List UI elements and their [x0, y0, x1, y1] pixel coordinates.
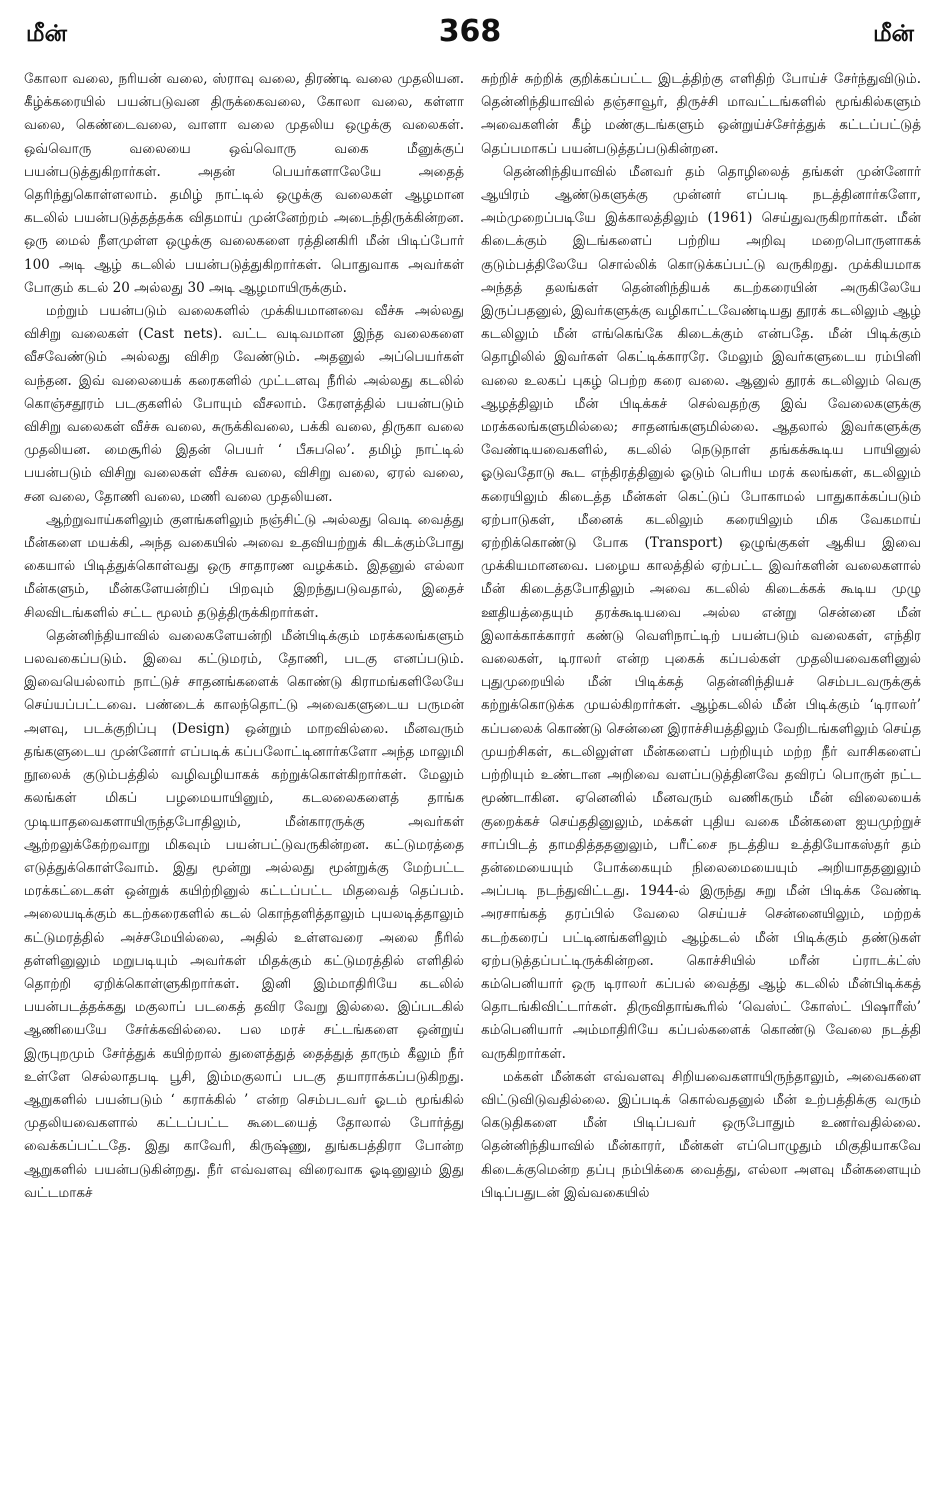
- page-header: [26, 14, 914, 54]
- paragraph: தென்னிந்தியாவில் வலைகளேயன்றி மீன்பிடிக்கும் மரக்கலங்களும் பலவகைப்படும். இவை கட்டுமரம், தோணி, படகு எனப்படும். இவையெல்லாம் நாட்டுச் சாதனங்களைக் கொண்டு கிராமங்களிலேயே செய்யப்பட்டவை. பண்டைக் காலந்தொட்டு அவைகளுடைய பருமன் அளவு, படக்குறிப்பு (Design) ஒன்றும் மாறவில்லை. மீனவரும் தங்களுடைய முன்னோர் எப்படிக் கப்பலோட்டினார்களோ அந்த மாலுமி நூலைக் குடும்பத்தில் வழிவழியாகக் கற்றுக்கொள்கிறார்கள். மேலும் கலங்கள் மிகப் பழமையாயினும், கடலலைகளைத் தாங்க முடியாதவைகளாயிருந்தபோதிலும், மீன்காரருக்கு அவர்கள் ஆற்றலுக்கேற்றவாறு மிகவும் பயன்பட்டுவருகின்றன. கட்டுமரத்தை எடுத்துக்கொள்வோம். இது மூன்று அல்லது மூன்றுக்கு மேற்பட்ட மரக்கட்டைகள் ஒன்றுக் கயிற்றினுல் கட்டப்பட்ட மிதவைத் தெப்பம். அலையடிக்கும் கடற்கரைகளில் கடல் கொந்தளித்தாலும் புயலடித்தாலும் கட்டுமரத்தில் அச்சமேயில்லை, அதில் உள்ளவரை அலை நீரில் தள்ளினுலும் மறுபடியும் அவர்கள் மிதக்கும் கட்டுமரத்தில் எளிதில் தொற்றி ஏறிக்கொள்ளுகிறார்கள். இனி இம்மாதிரியே கடலில் பயன்படத்தக்கது மகுலாப் படகைத் தவிர வேறு இல்லை. இப்படகில் ஆணியையே சேர்க்கவில்லை. பல மரச் சட்டங்களை ஒன்றுய் இருபுறமும் சேர்த்துக் கயிற்றால் துளைத்துத் தைத்துத் தாரும் கீலும் நீர் உள்ளே செல்லாதபடி பூசி, இம்மகுலாப் படகு தயாராக்கப்படுகிறது. ஆறுகளில் பயன்படும் ‘ கராக்கில் ’ என்ற செம்படவர் ஓடம் மூங்கில் முதலியவைகளால் கட்டப்பட்ட கூடையைத் தோலால் போர்த்து வைக்கப்பட்டதே. இது காவேரி, கிருஷ்ணு, துங்கபத்திரா போன்ற ஆறுகளில் பயன்படுகின்றது. நீர் எவ்வளவு விரைவாக ஓடினுலும் இது வட்டமாகச்: [24, 627, 464, 1201]
- running-head-left: மீன்: [26, 20, 67, 47]
- right-column: [481, 68, 921, 1488]
- paragraph: ஆற்றுவாய்களிலும் குளங்களிலும் நஞ்சிட்டு அல்லது வெடி வைத்து மீன்களை மயக்கி, அந்த வகையில் அவை உதவியற்றுக் கிடக்கும்போது கையால் பிடித்துக்கொள்வது ஒரு சாதாரண வழக்கம். இதனுல் எல்லா மீன்களும், மீன்களேயன்றிப் பிறவும் இறந்துபடுவதால், இதைச் சிலவிடங்களில் சட்ட மூலம் தடுத்திருக்கிறார்கள்.: [24, 511, 464, 621]
- paragraph: மக்கள் மீன்கள் எவ்வளவு சிறியவைகளாயிருந்தாலும், அவைகளை விட்டுவிடுவதில்லை. இப்படிக் கொல்வதனுல் மீன் உற்பத்திக்கு வரும் கெடுதிகளை மீன் பிடிப்பவர் ஒருபோதும் உணர்வதில்லை. தென்னிந்தியாவில் மீன்காரர், மீன்கள் எப்பொழுதும் மிகுதியாகவே கிடைக்குமென்ற தப்பு நம்பிக்கை வைத்து, எல்லா அளவு மீன்களையும் பிடிப்பதுடன் இவ்வகையில்: [481, 1068, 921, 1201]
- paragraph: மற்றும் பயன்படும் வலைகளில் முக்கியமானவை வீச்சு அல்லது விசிறு வலைகள் (Cast nets). வட்ட வடிவமான இந்த வலைகளை வீசவேண்டும் அல்லது விசிற வேண்டும். அதனுல் அப்பெயர்கள் வந்தன. இவ் வலையைக் கரைகளில் முட்டளவு நீரில் அல்லது கடலில் கொஞ்சதூரம் படகுகளில் போயும் வீசலாம். கேரளத்தில் பயன்படும் விசிறு வலைகள் வீச்சு வலை, சுருக்கிவலை, பக்கி வலை, திருகா வலை முதலியன. மைசூரில் இதன் பெயர் ‘ பீசுபலெ’. தமிழ் நாட்டில் பயன்படும் விசிறு வலைகள் வீச்சு வலை, விசிறு வலை, ஏரல் வலை, சன வலை, தோணி வலை, மணி வலை முதலியன.: [24, 303, 464, 505]
- paragraph: சுற்றிச் சுற்றிக் குறிக்கப்பட்ட இடத்திற்கு எளிதிற் போய்ச் சேர்ந்துவிடும். தென்னிந்தியாவில் தஞ்சாவூர், திருச்சி மாவட்டங்களில் மூங்கில்களும் அவைகளின் கீழ் மண்குடங்களும் ஒன்றுய்ச்சேர்த்துக் கட்டப்பட்டுத் தெப்பமாகப் பயன்படுத்தப்படுகின்றன.: [481, 71, 921, 157]
- running-head-right: மீன்: [873, 20, 914, 47]
- page-number: 368: [438, 14, 502, 49]
- paragraph: தென்னிந்தியாவில் மீனவர் தம் தொழிலைத் தங்கள் முன்னோர் ஆயிரம் ஆண்டுகளுக்கு முன்னர் எப்படி நடத்தினார்களோ, அம்முறைப்படியே இக்காலத்திலும் (1961) செய்துவருகிறார்கள். மீன் கிடைக்கும் இடங்களைப் பற்றிய அறிவு மறைபொருளாகக் குடும்பத்திலேயே சொல்லிக் கொடுக்கப்பட்டு வருகிறது. முக்கியமாக அந்தத் தலங்கள் தென்னிந்தியக் கடற்கரையின் அருகிலேயே இருப்பதனுல், இவர்களுக்கு வழிகாட்டவேண்டியது தூரக் கடலிலும் ஆழ் கடலிலும் மீன் எங்கெங்கே கிடைக்கும் என்பதே. மீன் பிடிக்கும் தொழிலில் இவர்கள் கெட்டிக்காரரே. மேலும் இவர்களுடைய ரம்பினி வலை உலகப் புகழ் பெற்ற கரை வலை. ஆனுல் தூரக் கடலிலும் வெகு ஆழத்திலும் மீன் பிடிக்கச் செல்வதற்கு இவ் வேலைகளுக்கு மரக்கலங்களுமில்லை; சாதனங்களுமில்லை. ஆதலால் இவர்களுக்கு வேண்டியவைகளில், கடலில் நெடுநாள் தங்கக்கூடிய பாயினுல் ஓடுவதோடு கூட எந்திரத்தினுல் ஓடும் பெரிய மரக் கலங்கள், கடலிலும் கரையிலும் கிடைத்த மீன்கள் கெட்டுப் போகாமல் பாதுகாக்கப்படும் ஏற்பாடுகள், மீனைக் கடலிலும் கரையிலும் மிக வேகமாய் ஏற்றிக்கொண்டு போக (Transport) ஒழுங்குகள் ஆகிய இவை முக்கியமானவை. பழைய காலத்தில் ஏற்பட்ட இவர்களின் வலைகளால் மீன் கிடைத்தபோதிலும் அவை கடலில் கிடைக்கக் கூடிய முழு ஊதியத்தையும் தரக்கூடியவை அல்ல என்று சென்னை மீன் இலாக்காக்காரர் கண்டு வெளிநாட்டிற் பயன்படும் வலைகள், எந்திர வலைகள், டிராலர் என்ற புகைக் கப்பல்கள் முதலியவைகளினுல் புதுமுறையில் மீன் பிடிக்கத் தென்னிந்தியச் செம்படவருக்குக் கற்றுக்கொடுக்க முயல்கிறார்கள். ஆழ்கடலில் மீன் பிடிக்கும் ‘டிராலர்’ கப்பலைக் கொண்டு சென்னை இராச்சியத்திலும் வேறிடங்களிலும் செய்த முயற்சிகள், கடலிலுள்ள மீன்களைப் பற்றியும் மற்ற நீர் வாசிகளைப் பற்றியும் உண்டான அறிவை வளப்படுத்தினவே தவிரப் பொருள் நட்ட மூண்டாகின. ஏனெனில் மீனவரும் வணிகரும் மீன் விலையைக் குறைக்கச் செய்ததினுலும், மக்கள் புதிய வகை மீன்களை ஐயமுற்றுச் சாப்பிடத் தாமதித்ததனுலும், பரீட்சை நடத்திய உத்தியோகஸ்தர் தம் தன்மையையும் போக்கையும் நிலைமையையும் அறியாததனுலும் அப்படி நடந்துவிட்டது. 1944-ல் இருந்து சுறு மீன் பிடிக்க வேண்டி அரசாங்கத் தரப்பில் வேலை செய்யச் சென்னையிலும், மற்றக் கடற்கரைப் பட்டினங்களிலும் ஆழ்கடல் மீன் பிடிக்கும் தண்டுகள் ஏற்படுத்தப்பட்டிருக்கின்றன. கொச்சியில் மரீன் ப்ராடக்ட்ஸ் கம்பெனியார் ஒரு டிராலர் கப்பல் வைத்து ஆழ் கடலில் மீன்பிடிக்கத் தொடங்கிவிட்டார்கள். திருவிதாங்கூரில் ‘வெஸ்ட் கோஸ்ட் பிஷாரீஸ்’ கம்பெனியார் அம்மாதிரியே கப்பல்களைக் கொண்டு வேலை நடத்தி வருகிறார்கள்.: [481, 163, 921, 1062]
- paragraph: கோலா வலை, நரியன் வலை, ஸ்ராவு வலை, திரண்டி வலை முதலியன. கீழ்க்கரையில் பயன்படுவன திருக்கைவலை, கோலா வலை, கள்ளா வலை, கெண்டைவலை, வாளா வலை முதலிய ஒழுக்கு வலைகள். ஒவ்வொரு வலையை ஒவ்வொரு வகை மீனுக்குப் பயன்படுத்துகிறார்கள். அதன் பெயர்களாலேயே அதைத் தெரிந்துகொள்ளலாம். தமிழ் நாட்டில் ஒழுக்கு வலைகள் ஆழமான கடலில் பயன்படுத்தத்தக்க விதமாய் முன்னேற்றம் அடைந்திருக்கின்றன. ஒரு மைல் நீளமுள்ள ஒழுக்கு வலைகளை ரத்தினகிரி மீன் பிடிப்போர் 100 அடி ஆழ் கடலில் பயன்படுத்துகிறார்கள். பொதுவாக அவர்கள் போகும் கடல் 20 அல்லது 30 அடி ஆழமாயிருக்கும்.: [24, 71, 464, 296]
- left-column: [24, 68, 464, 1488]
